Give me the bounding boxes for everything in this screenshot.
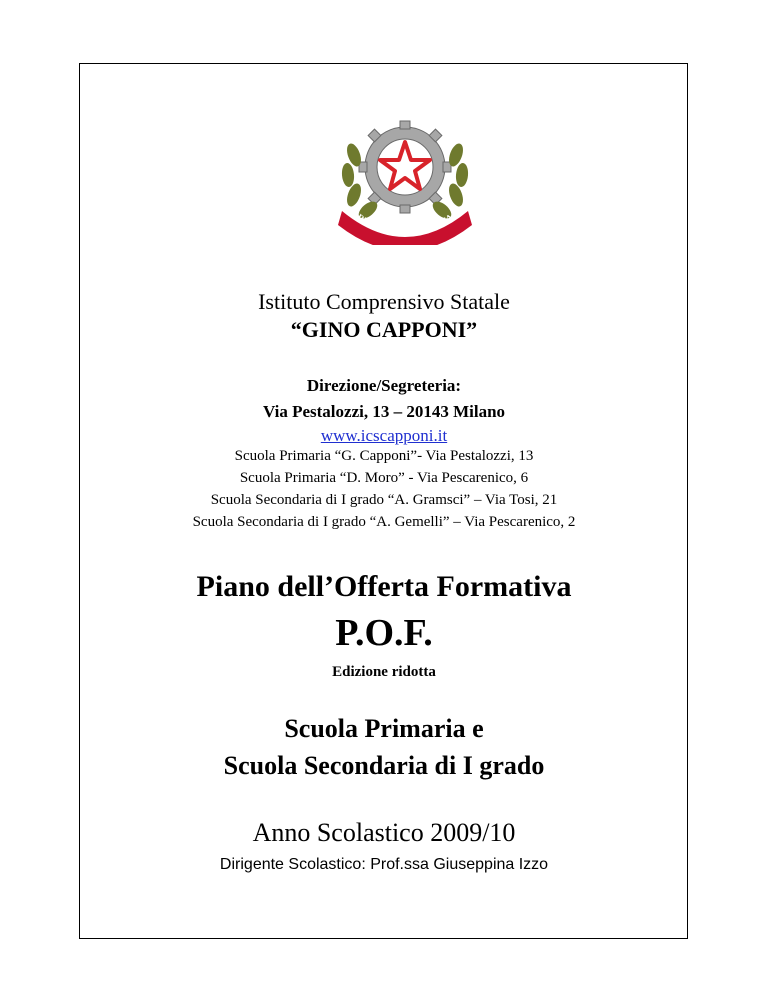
plan-title: Piano dell’Offerta Formativa bbox=[196, 570, 572, 603]
school-year: Anno Scolastico 2009/10 bbox=[252, 818, 516, 847]
school-head: Dirigente Scolastico: Prof.ssa Giuseppina Izzo bbox=[219, 856, 549, 873]
school-item: Scuola Primaria “G. Capponi”- Via Pestalozzi, 13 bbox=[234, 448, 534, 464]
plan-edition: Edizione ridotta bbox=[332, 664, 436, 680]
school-item: Scuola Primaria “D. Moro” - Via Pescarenico, 6 bbox=[239, 470, 529, 486]
website-link[interactable]: www.icscapponi.it bbox=[320, 426, 448, 445]
school-item: Scuola Secondaria di I grado “A. Gemelli” – Via Pescarenico, 2 bbox=[192, 514, 576, 530]
italian-republic-emblem-icon bbox=[334, 115, 476, 245]
emblem-motto: REPVBBLICA ITALIANA bbox=[355, 211, 455, 239]
school-levels-line-2: Scuola Secondaria di I grado bbox=[223, 751, 545, 780]
school-item: Scuola Secondaria di I grado “A. Gramsci” – Via Tosi, 21 bbox=[210, 492, 558, 508]
institution-title: “GINO CAPPONI” bbox=[290, 317, 478, 342]
direction-label: Direzione/Segreteria: bbox=[306, 376, 462, 395]
direction-address: Via Pestalozzi, 13 – 20143 Milano bbox=[262, 402, 506, 421]
institution-name: Istituto Comprensivo Statale bbox=[258, 289, 510, 314]
school-levels-line-1: Scuola Primaria e bbox=[284, 714, 484, 743]
plan-abbreviation: P.O.F. bbox=[335, 612, 433, 654]
